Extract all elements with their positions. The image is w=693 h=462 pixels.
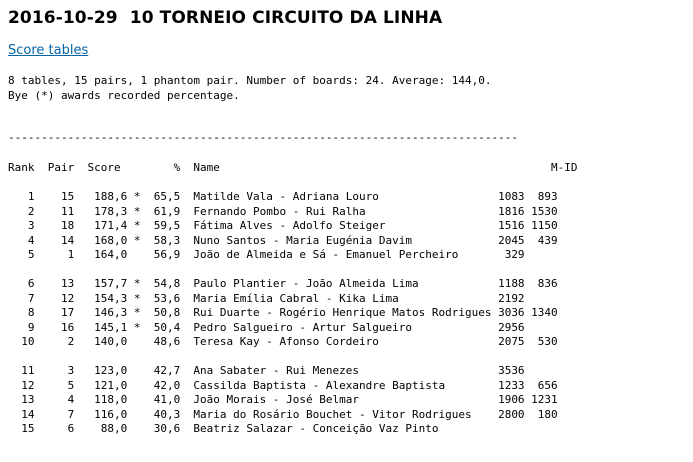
table-row: 8 17 146,3 * 50,8 Rui Duarte - Rogério Henrique Matos Rodrigues 3036 1340 bbox=[8, 306, 558, 319]
table-row: 9 16 145,1 * 50,4 Pedro Salgueiro - Artur Salgueiro 2956 bbox=[8, 320, 525, 334]
table-row: 15 6 88,0 30,6 Beatriz Salazar - Conceição Vaz Pinto bbox=[8, 422, 439, 435]
score-tables-link[interactable]: Score tables bbox=[8, 43, 89, 58]
table-row: 2 11 178,3 * 61,9 Fernando Pombo - Rui Ralha 1816 1530 bbox=[8, 204, 558, 218]
separator-rule: ----------------------------------------------------------------------------- bbox=[8, 131, 518, 144]
ranking-table bbox=[8, 190, 558, 437]
table-row: 6 13 157,7 * 54,8 Paulo Plantier - João Almeida Lima 1188 836 bbox=[8, 277, 558, 290]
table-row: 4 14 168,0 * 58,3 Nuno Santos - Maria Eugénia Davim 2045 439 bbox=[8, 233, 558, 247]
summary-line-2: Bye (*) awards recorded percentage. bbox=[8, 88, 240, 102]
table-row: 12 5 121,0 42,0 Cassilda Baptista - Alexandre Baptista 1233 656 bbox=[8, 378, 558, 392]
page-title: 2016-10-29 10 TORNEIO CIRCUITO DA LINHA bbox=[8, 8, 443, 28]
table-row: 1 15 188,6 * 65,5 Matilde Vala - Adriana Louro 1083 893 bbox=[8, 190, 558, 203]
table-row: 11 3 123,0 42,7 Ana Sabater - Rui Menezes 3536 bbox=[8, 364, 525, 377]
table-row: 5 1 164,0 56,9 João de Almeida e Sá - Emanuel Percheiro 329 bbox=[8, 248, 525, 261]
summary-text bbox=[8, 74, 491, 103]
table-row: 10 2 140,0 48,6 Teresa Kay - Afonso Cordeiro 2075 530 bbox=[8, 335, 558, 348]
table-row: 3 18 171,4 * 59,5 Fátima Alves - Adolfo Steiger 1516 1150 bbox=[8, 219, 558, 232]
table-row: 7 12 154,3 * 53,6 Maria Emília Cabral - Kika Lima 2192 bbox=[8, 291, 525, 305]
table-row: 14 7 116,0 40,3 Maria do Rosário Bouchet - Vitor Rodrigues 2800 180 bbox=[8, 407, 558, 421]
summary-line-1: 8 tables, 15 pairs, 1 phantom pair. Number of boards: 24. Average: 144,0. bbox=[8, 74, 492, 87]
group-gap bbox=[8, 263, 558, 278]
group-gap bbox=[8, 350, 558, 365]
table-row: 13 4 118,0 41,0 João Morais - José Belmar 1906 1231 bbox=[8, 393, 558, 406]
table-header: Rank Pair Score % Name M-ID bbox=[8, 161, 578, 174]
